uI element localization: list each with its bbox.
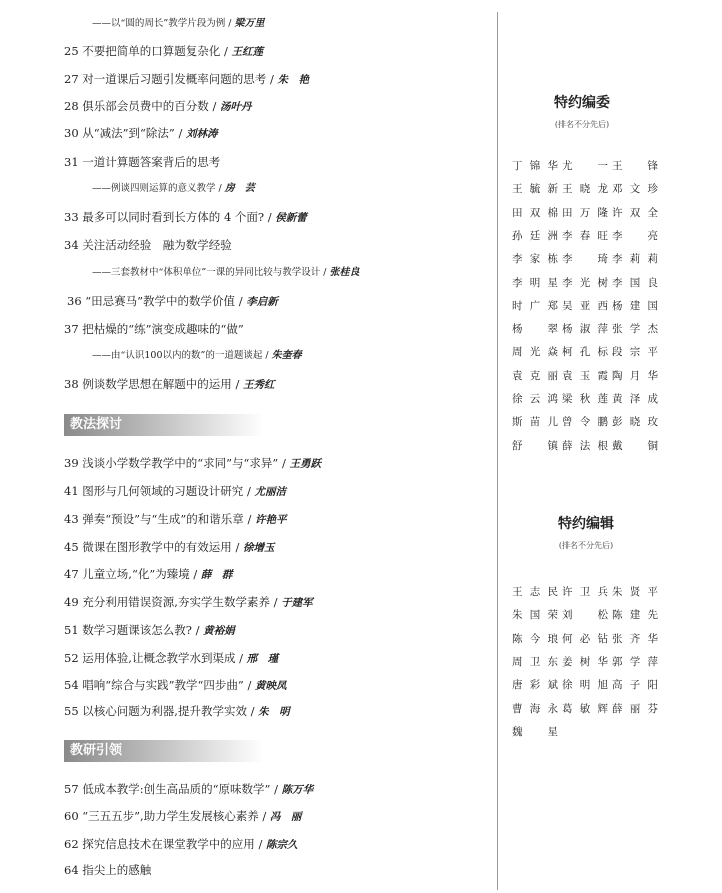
toc-entry-author: 侯新蕾 <box>275 212 307 224</box>
member-name: 唐彩斌 <box>512 679 558 692</box>
toc-entry-author: 刘林涛 <box>186 128 218 140</box>
toc-entry-title: 49 充分利用错误资源,夯实学生数学素养 / <box>64 595 282 609</box>
member-name: 杨 翠 <box>512 323 558 336</box>
member-name: 袁玉霞 <box>562 369 608 382</box>
toc-entry-title: 28 俱乐部会员费中的百分数 / <box>64 99 220 113</box>
member-name: 尤 一 <box>562 160 608 172</box>
section-header-label: 教法探讨 <box>70 417 123 432</box>
toc-entry <box>64 98 251 115</box>
member-name: 陈今琅 <box>512 632 558 645</box>
toc-entry-title: 27 对一道课后习题引发概率问题的思考 / <box>64 72 278 86</box>
toc-entry-title: 33 最多可以同时看到长方体的 4 个面? / <box>64 210 276 224</box>
member-name: 曾令鹏 <box>562 416 608 429</box>
member-name: 刘 松 <box>562 609 608 622</box>
toc-entry-author: 王红莲 <box>231 46 263 58</box>
toc-entry-title: ——由“认识100以内的数”的一道题谈起 / <box>92 350 272 361</box>
member-name: 徐明旭 <box>562 679 608 692</box>
toc-entry-author: 陈万华 <box>281 784 314 796</box>
toc-entry <box>92 348 302 364</box>
toc-entry-title: 43 弹奏“预设”与“生成”的和谐乐章 / <box>64 512 255 526</box>
toc-entry <box>64 594 313 611</box>
toc-entry <box>64 321 244 337</box>
member-name: 斯苗儿 <box>512 416 558 429</box>
toc-entry-author: 冯 丽 <box>269 811 302 823</box>
member-name: 周卫东 <box>512 655 558 668</box>
toc-entry-author: 梁万里 <box>234 18 265 29</box>
member-name: 田双棉 <box>512 206 558 219</box>
toc-entry-title: 45 微课在图形教学中的有效运用 / <box>64 540 243 554</box>
member-name: 陈建先 <box>612 609 658 622</box>
editorial-board-title: 特约编委 <box>554 95 610 111</box>
toc-entry-title: 38 例谈数学思想在解题中的运用 / <box>64 377 243 391</box>
toc-entry-author: 王勇跃 <box>289 458 321 470</box>
toc-entry-author: 薛 群 <box>200 569 233 581</box>
member-name: 舒 镇 <box>512 439 558 452</box>
member-name: 黄泽成 <box>612 393 658 405</box>
toc-entry <box>64 566 232 583</box>
member-name: 杨淑萍 <box>562 323 608 336</box>
member-name: 朱国荣 <box>512 609 558 622</box>
member-name: 薛法根 <box>562 439 608 452</box>
toc-entry-author: 黄裕娟 <box>203 625 235 637</box>
member-name: 李 亮 <box>612 229 658 242</box>
toc-entry-title: 54 唱响“综合与实践”教学“四步曲” / <box>64 678 255 692</box>
toc-entry <box>64 836 297 853</box>
section-header <box>64 740 264 762</box>
toc-entry-author: 李启新 <box>246 296 278 308</box>
member-name: 郭学萍 <box>612 655 658 668</box>
toc-entry-author: 徐增玉 <box>242 542 275 554</box>
toc-entry <box>67 293 278 310</box>
toc-entry <box>64 483 286 500</box>
member-name: 葛敏辉 <box>562 702 608 715</box>
toc-entry <box>92 181 255 197</box>
toc-entry-title: 41 图形与几何领域的习题设计研究 / <box>64 484 255 498</box>
toc-entry-title: 52 运用体验,让概念教学水到渠成 / <box>64 651 247 665</box>
toc-entry-author: 朱奎春 <box>271 350 302 361</box>
toc-entry-title: ——三套教材中“体积单位”一课的异同比较与教学设计 / <box>92 267 330 278</box>
toc-entry-title: 51 数学习题课该怎么教? / <box>64 623 204 637</box>
section-header <box>64 414 264 436</box>
member-name: 周光焱 <box>512 346 558 359</box>
toc-entry-author: 王秀红 <box>242 379 275 391</box>
member-name: 王志民 <box>512 586 558 598</box>
toc-entry-title: 37 把枯燥的“练”演变成趣味的“做” <box>64 322 244 336</box>
member-name: 邓文珍 <box>612 183 658 196</box>
toc-entry-title: ——例谈四则运算的意义教学 / <box>92 183 225 194</box>
member-name: 王晓龙 <box>562 183 608 196</box>
member-name: 何必钻 <box>562 632 608 645</box>
toc-entry <box>64 650 278 667</box>
toc-entry <box>64 539 274 556</box>
member-name: 孙廷洲 <box>512 229 558 242</box>
member-name: 李春旺 <box>562 229 608 242</box>
member-name: 柯孔标 <box>562 346 608 359</box>
member-name: 陶月华 <box>612 369 658 382</box>
member-name: 张齐华 <box>612 632 658 645</box>
member-name: 魏 星 <box>512 725 558 738</box>
member-name: 李光树 <box>562 276 608 289</box>
member-name: 许卫兵 <box>562 586 608 598</box>
special-editors-title: 特约编辑 <box>558 516 614 532</box>
toc-entry-author: 于建军 <box>281 597 313 609</box>
toc-entry <box>64 43 263 60</box>
toc-entry-title: 36 “田忌赛马”教学中的数学价值 / <box>67 294 247 308</box>
member-name: 李明星 <box>512 276 558 289</box>
member-name: 段宗平 <box>612 346 658 359</box>
member-name: 戴 铜 <box>612 439 658 452</box>
toc-entry <box>64 808 301 825</box>
toc-entry <box>64 71 309 88</box>
toc-entry-title: 39 浅谈小学数学教学中的“求同”与“求异” / <box>64 456 290 470</box>
toc-entry-author: 许艳平 <box>255 514 287 526</box>
toc-entry-title: ——以“圆的周长”教学片段为例 / <box>92 18 235 29</box>
column-divider <box>497 12 498 890</box>
member-name: 李家栋 <box>512 253 558 266</box>
section-header-label: 教研引领 <box>70 743 123 758</box>
toc-entry <box>64 781 313 798</box>
toc-entry-title: 47 儿童立场,“化”为臻境 / <box>64 567 201 581</box>
member-name: 杨建国 <box>612 299 658 312</box>
toc-entry <box>92 265 359 281</box>
member-name: 许双全 <box>612 206 658 219</box>
special-editors-note: (排名不分先后) <box>558 541 614 550</box>
toc-entry-title: 62 探究信息技术在课堂教学中的应用 / <box>64 837 266 851</box>
member-name: 姜树华 <box>562 655 608 668</box>
member-name: 吴亚西 <box>562 299 608 312</box>
toc-entry <box>64 862 151 878</box>
member-name: 王 锋 <box>612 160 658 172</box>
toc-entry-title: 34 关注活动经验 融为数学经验 <box>64 238 232 252</box>
toc-entry <box>64 376 274 393</box>
member-name: 田万隆 <box>562 206 608 219</box>
toc-entry <box>64 511 287 528</box>
member-name: 李国良 <box>612 276 658 289</box>
member-name: 彭晓玫 <box>612 416 658 429</box>
toc-entry-author: 张桂良 <box>329 267 360 278</box>
member-name: 曹海永 <box>512 702 558 715</box>
member-name: 朱贤平 <box>612 586 658 598</box>
member-name: 张学杰 <box>612 323 658 336</box>
member-name: 徐云鸿 <box>512 393 558 405</box>
toc-entry <box>64 455 321 472</box>
toc-entry-author: 陈宗久 <box>265 839 298 851</box>
toc-entry <box>64 622 235 639</box>
toc-entry <box>64 237 232 253</box>
editorial-board-note: (排名不分先后) <box>554 120 610 129</box>
member-name: 薛丽芬 <box>612 702 658 715</box>
toc-entry-author: 黄映凤 <box>255 680 287 692</box>
toc-entry-author: 朱 明 <box>258 706 290 718</box>
toc-entry <box>64 125 218 142</box>
member-name: 时广郑 <box>512 299 558 312</box>
member-name: 梁秋莲 <box>562 393 608 405</box>
toc-entry-author: 汤叶丹 <box>219 101 252 113</box>
member-name: 高子阳 <box>612 679 658 692</box>
member-name: 李莉莉 <box>612 253 658 266</box>
toc-entry <box>64 209 307 226</box>
toc-entry <box>64 703 290 720</box>
toc-entry-author: 朱 艳 <box>277 74 309 86</box>
toc-entry-author: 尤丽洁 <box>254 486 286 498</box>
member-name: 王毓新 <box>512 183 558 196</box>
toc-entry-title: 57 低成本教学:创生高品质的“原味数学” / <box>64 782 282 796</box>
toc-entry-author: 房 芸 <box>224 183 255 194</box>
toc-entry-title: 31 一道计算题答案背后的思考 <box>64 155 221 169</box>
toc-entry-title: 25 不要把简单的口算题复杂化 / <box>64 44 232 58</box>
member-name: 丁锦华 <box>512 160 558 172</box>
toc-entry-title: 30 从“减法”到“除法” / <box>64 126 186 140</box>
member-name: 李 琦 <box>562 253 608 266</box>
toc-entry-title: 55 以核心问题为利器,提升教学实效 / <box>64 704 259 718</box>
member-name: 袁克丽 <box>512 369 558 382</box>
toc-entry-author: 邢 瑾 <box>246 653 279 665</box>
toc-entry-title: 60 “三五五步”,助力学生发展核心素养 / <box>64 809 270 823</box>
toc-entry <box>64 154 220 170</box>
toc-entry <box>64 677 287 694</box>
toc-entry <box>92 16 264 32</box>
toc-entry-title: 64 指尖上的感触 <box>64 863 152 877</box>
